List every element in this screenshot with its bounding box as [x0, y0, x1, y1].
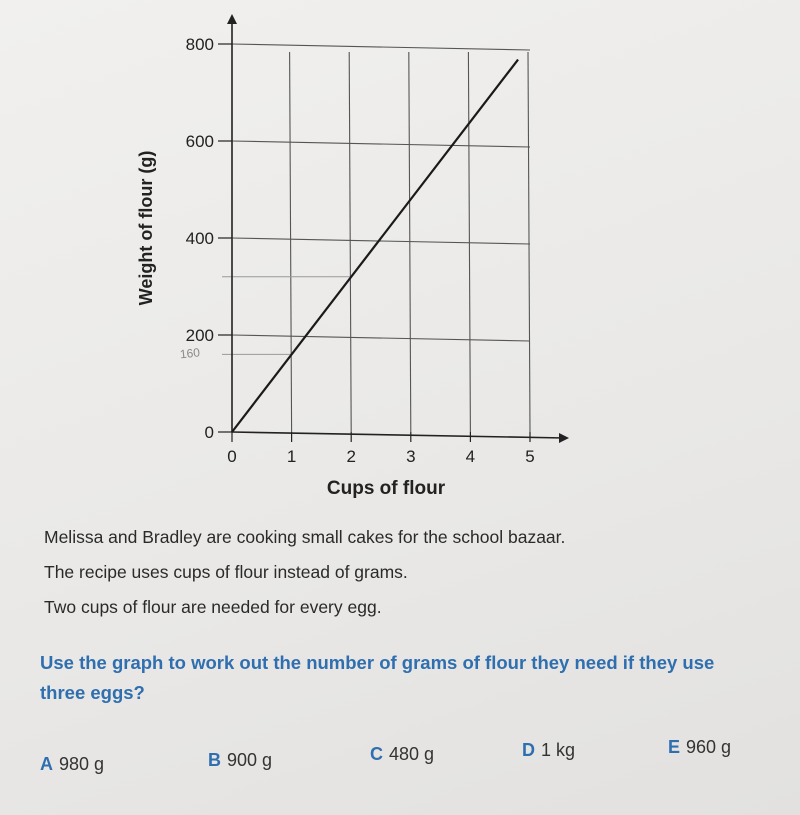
grid-line-v: [468, 52, 470, 432]
grid-line-h: [232, 44, 530, 50]
option-letter: C: [370, 744, 383, 764]
option-value: 980 g: [59, 754, 105, 774]
x-axis-label: Cups of flour: [326, 478, 446, 499]
option-b[interactable]: [208, 750, 272, 771]
grid-line-v: [290, 52, 292, 432]
option-value: 960 g: [686, 737, 732, 757]
y-tick-label: 0: [204, 423, 214, 442]
handwritten-annotation: 160: [179, 345, 201, 362]
y-tick-label: 200: [185, 326, 214, 345]
paragraph-2: The recipe uses cups of flour instead of grams.: [44, 562, 408, 582]
x-tick-label: 3: [406, 447, 416, 466]
option-a[interactable]: [40, 754, 104, 775]
option-d[interactable]: [522, 740, 575, 761]
grid-line-h: [232, 141, 530, 147]
x-tick-label: 4: [465, 447, 476, 466]
option-letter: B: [208, 750, 221, 770]
paragraph-3: Two cups of flour are needed for every egg.: [44, 597, 382, 617]
grid-line-v: [349, 52, 351, 432]
option-value: 900 g: [227, 750, 273, 770]
option-letter: E: [668, 737, 681, 757]
option-letter: A: [40, 754, 53, 774]
y-tick-label: 800: [185, 35, 214, 54]
grid-line-h: [232, 335, 530, 341]
paragraph-1: Melissa and Bradley are cooking small cakes for the school bazaar.: [44, 527, 566, 547]
x-tick-label: 5: [525, 447, 535, 466]
problem-text: [44, 524, 764, 629]
option-value: 480 g: [389, 744, 435, 764]
x-axis: [232, 432, 565, 438]
y-axis-arrow: [227, 14, 237, 24]
y-axis-label: Weight of flour (g): [136, 150, 156, 306]
option-e[interactable]: [668, 737, 731, 758]
y-tick-label: 600: [185, 132, 214, 151]
grid-line-v: [528, 52, 530, 432]
x-tick-label: 2: [346, 447, 356, 466]
question-text: Use the graph to work out the number of grams of flour they need if they use three eggs?: [40, 652, 715, 703]
option-letter: D: [522, 740, 535, 760]
y-tick-label: 400: [185, 229, 214, 248]
option-value: 1 kg: [541, 740, 576, 760]
data-line-flour: [232, 60, 518, 432]
x-tick-label: 0: [227, 447, 237, 466]
x-axis-arrow: [559, 433, 569, 443]
x-tick-label: 1: [286, 447, 297, 466]
option-c[interactable]: [370, 744, 434, 765]
